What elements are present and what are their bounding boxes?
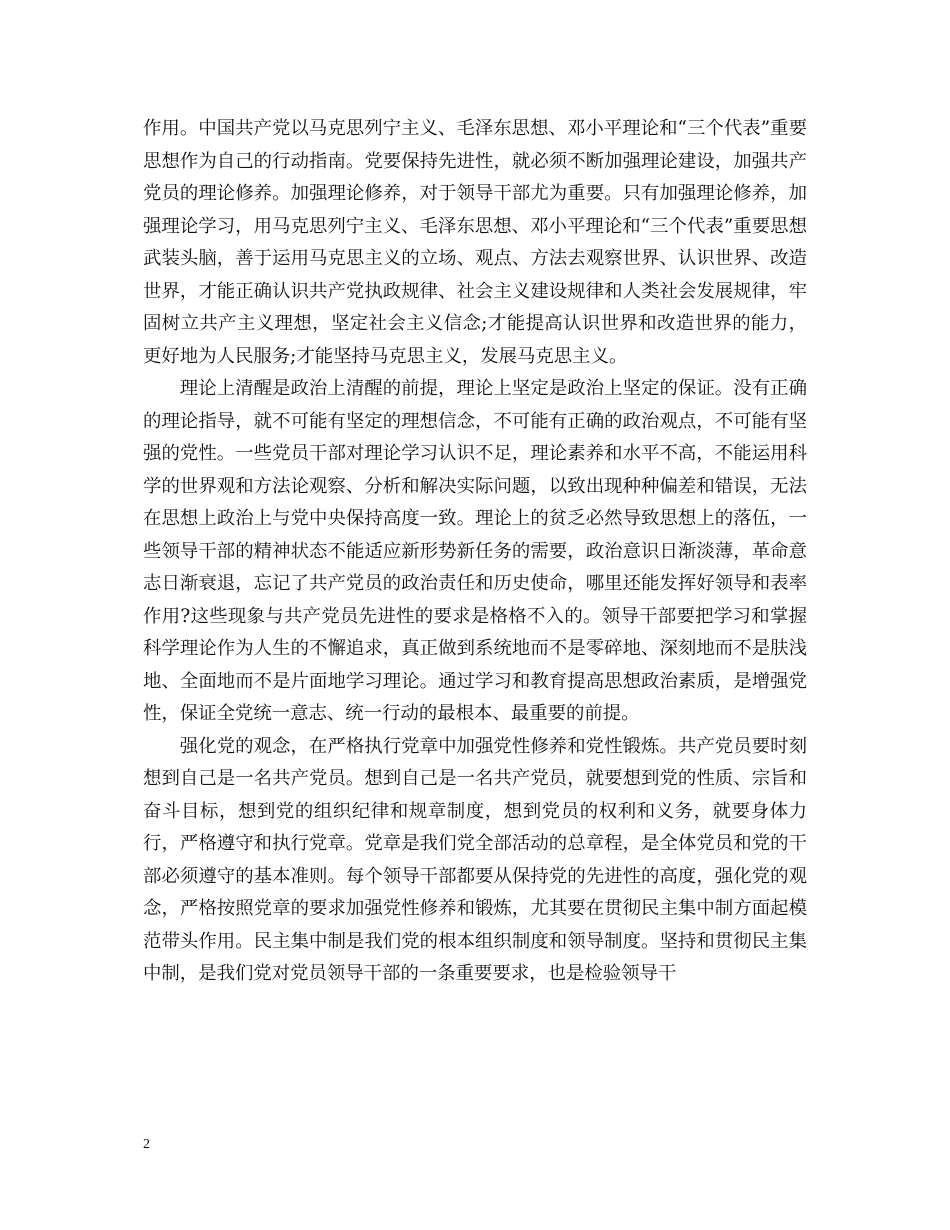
page-number: 2 [143, 1137, 150, 1152]
body-text [143, 113, 807, 991]
paragraph-continuation: 作用。中国共产党以马克思列宁主义、毛泽东思想、邓小平理论和“三个代表”重要思想作为自己的行动指南。党要保持先进性，就必须不断加强理论建设，加强共产党员的理论修养。加强理论修养，对于领导干部尤为重要。只有加强理论修养，加强理论学习，用马克思列宁主义、毛泽东思想、邓小平理论和“三个代表”重要思想武装头脑，善于运用马克思主义的立场、观点、方法去观察世界、认识世界、改造世界，才能正确认识共产党执政规律、社会主义建设规律和人类社会发展规律，牢固树立共产主义理想，坚定社会主义信念;才能提高认识世界和改造世界的能力，更好地为人民服务;才能坚持马克思主义，发展马克思主义。 [143, 118, 807, 367]
paragraph: 理论上清醒是政治上清醒的前提，理论上坚定是政治上坚定的保证。没有正确的理论指导，就不可能有坚定的理想信念，不可能有正确的政治观点，不可能有坚强的党性。一些党员干部对理论学习认识不足，理论素养和水平不高，不能运用科学的世界观和方法论观察、分析和解决实际问题，以致出现种种偏差和错误，无法在思想上政治上与党中央保持高度一致。理论上的贫乏必然导致思想上的落伍，一些领导干部的精神状态不能适应新形势新任务的需要，政治意识日渐淡薄，革命意志日渐衰退，忘记了共产党员的政治责任和历史使命，哪里还能发挥好领导和表率作用?这些现象与共产党员先进性的要求是格格不入的。领导干部要把学习和掌握科学理论作为人生的不懈追求，真正做到系统地而不是零碎地、深刻地而不是肤浅地、全面地而不是片面地学习理论。通过学习和教育提高思想政治素质，是增强党性，保证全党统一意志、统一行动的最根本、最重要的前提。 [143, 378, 807, 724]
paragraph: 强化党的观念，在严格执行党章中加强党性修养和党性锻炼。共产党员要时刻想到自己是一名共产党员。想到自己是一名共产党员，就要想到党的性质、宗旨和奋斗目标，想到党的组织纪律和规章制度，想到党员的权利和义务，就要身体力行，严格遵守和执行党章。党章是我们党全部活动的总章程，是全体党员和党的干部必须遵守的基本准则。每个领导干部都要从保持党的先进性的高度，强化党的观念，严格按照党章的要求加强党性修养和锻炼，尤其要在贯彻民主集中制方面起模范带头作用。民主集中制是我们党的根本组织制度和领导制度。坚持和贯彻民主集中制，是我们党对党员领导干部的一条重要要求，也是检验领导干 [143, 735, 807, 984]
